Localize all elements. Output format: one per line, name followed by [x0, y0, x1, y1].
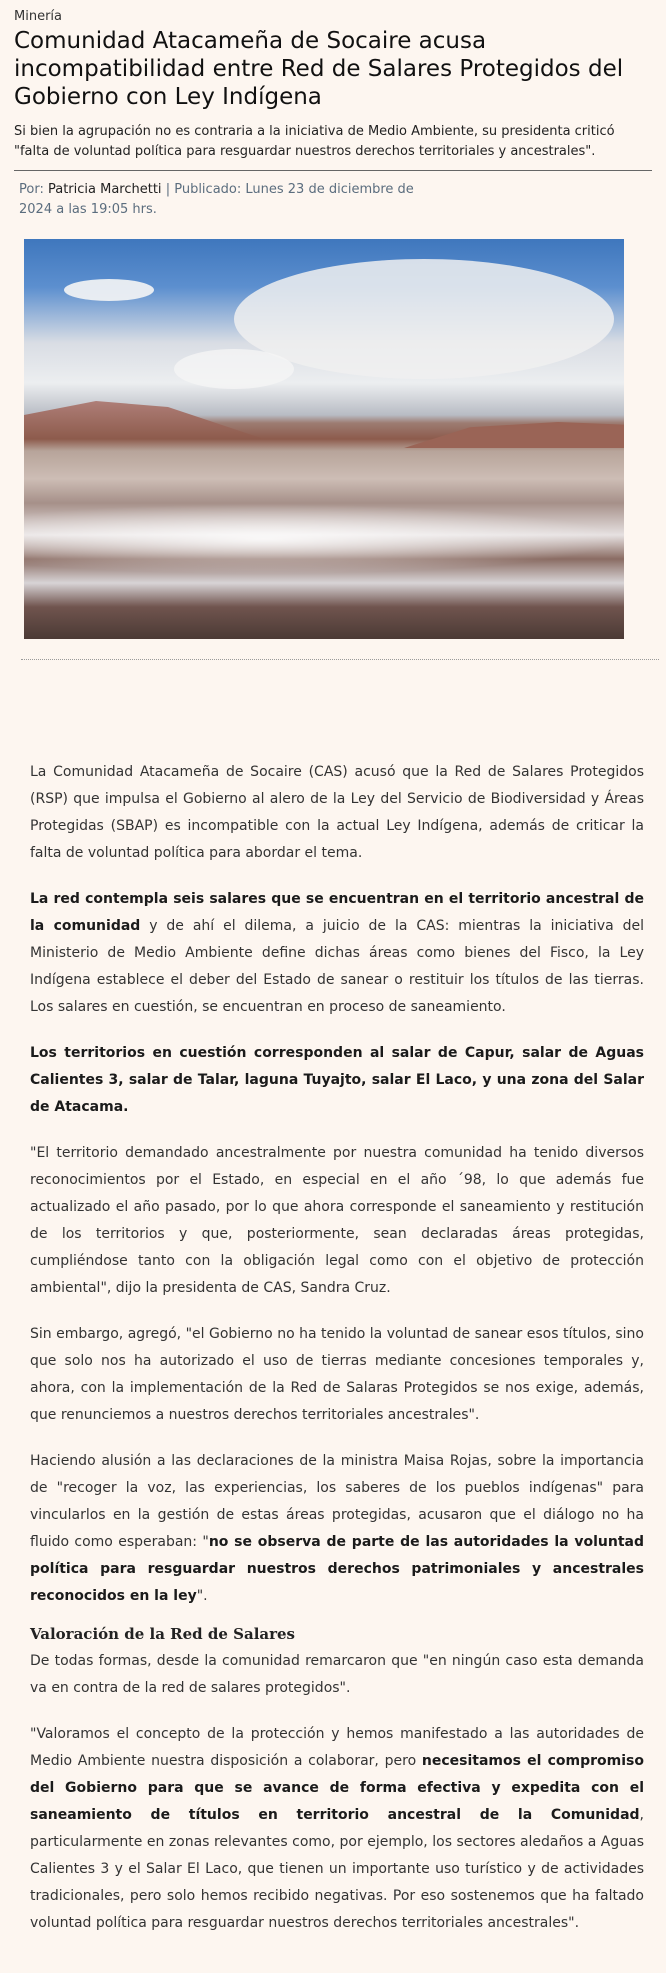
subheading: Valoración de la Red de Salares — [30, 1625, 295, 1643]
paragraph: "El territorio demandado ancestralmente por nuestra comunidad ha tenido diversos reconocimientos por el Estado, en especial en el año ´98, lo que además fue actualizado el año pasado, por lo que ahora corresponde el saneamiento y restitución de los territorios y que, posteriormente, sean declaradas áreas protegidas, cumpliéndose tanto con la obligación legal como con el objetivo de protección ambiental", dijo la presidenta de CAS, Sandra Cruz. — [30, 1145, 644, 1296]
paragraph: La red contempla seis salares que se encuentran en el territorio ancestral de la comunidad y de ahí el dilema, a juicio de la CAS: mientras la iniciativa del Ministerio de Medio Ambiente define dichas áreas como bienes del Fisco, la Ley Indígena establece el deber del Estado de sanear o restituir los títulos de las tierras. Los salares en cuestión, se encuentran en proceso de saneamiento. — [30, 891, 644, 1015]
headline: Comunidad Atacameña de Socaire acusa incompatibilidad entre Red de Salares Protegidos del Gobierno con Ley Indígena — [14, 28, 624, 110]
photo-mountain — [404, 422, 624, 448]
article-photo — [24, 239, 624, 639]
author-link[interactable]: Patricia Marchetti — [47, 182, 162, 197]
photo-cloud — [64, 279, 154, 301]
article-body — [0, 660, 666, 1937]
photo-cloud — [234, 259, 614, 379]
article — [0, 0, 666, 660]
paragraph: Haciendo alusión a las declaraciones de la ministra Maisa Rojas, sobre la importancia de "recoger la voz, las experiencias, los saberes de los pueblos indígenas" para vincularlos en la gestión de estas áreas protegidas, acusaron que el diálogo no ha fluido como esperaban: "no se observa de parte de las autoridades la voluntad política para resguardar nuestros derechos patrimoniales y ancestrales reconocidos en la ley". — [30, 1453, 644, 1604]
paragraph: Los territorios en cuestión corresponden al salar de Capur, salar de Aguas Calientes 3, salar de Talar, laguna Tuyajto, salar El Laco, y una zona del Salar de Atacama. — [30, 1045, 644, 1115]
lead: Si bien la agrupación no es contraria a la iniciativa de Medio Ambiente, su presidenta criticó "falta de voluntad política para resguardar nuestros derechos territoriales y ancestrales". — [14, 124, 615, 159]
paragraph: De todas formas, desde la comunidad remarcaron que "en ningún caso esta demanda va en contra de la red de salares protegidos". — [30, 1653, 644, 1696]
paragraph: "Valoramos el concepto de la protección y hemos manifestado a las autoridades de Medio Ambiente nuestra disposición a colaborar, pero necesitamos el compromiso del Gobierno para que se avance de forma efectiva y expedita con el saneamiento de títulos en territorio ancestral de la Comunidad, particularmente en zonas relevantes como, por ejemplo, los sectores aledaños a Aguas Calientes 3 y el Salar El Laco, que tienen un importante uso turístico y de actividades tradicionales, pero solo hemos recibido negativas. Por eso sostenemos que ha faltado voluntad política para resguardar nuestros derechos territoriales ancestrales". — [30, 1726, 645, 1931]
photo-cloud — [174, 349, 294, 389]
photo-mountain — [24, 399, 264, 439]
photo-salt-flat — [24, 504, 624, 574]
byline — [14, 171, 439, 220]
publish-date: Publicado: Lunes 23 de diciembre de 2024 a las 19:05 hrs. — [19, 182, 414, 217]
section-label[interactable]: Minería — [14, 9, 62, 24]
paragraph: Sin embargo, agregó, "el Gobierno no ha tenido la voluntad de sanear esos títulos, sino que solo nos ha autorizado el uso de tierras mediante concesiones temporales y, ahora, con la implementación de la Red de Salaras Protegidos se nos exige, además, que renunciemos a nuestros derechos territoriales ancestrales". — [30, 1326, 644, 1423]
paragraph: La Comunidad Atacameña de Socaire (CAS) acusó que la Red de Salares Protegidos (RSP) que impulsa el Gobierno al alero de la Ley del Servicio de Biodiversidad y Áreas Protegidas (SBAP) es incompatible con la actual Ley Indígena, además de criticar la falta de voluntad política para abordar el tema. — [30, 764, 644, 861]
byline-by-label: Por: — [19, 182, 44, 197]
byline-separator: | — [165, 182, 171, 197]
